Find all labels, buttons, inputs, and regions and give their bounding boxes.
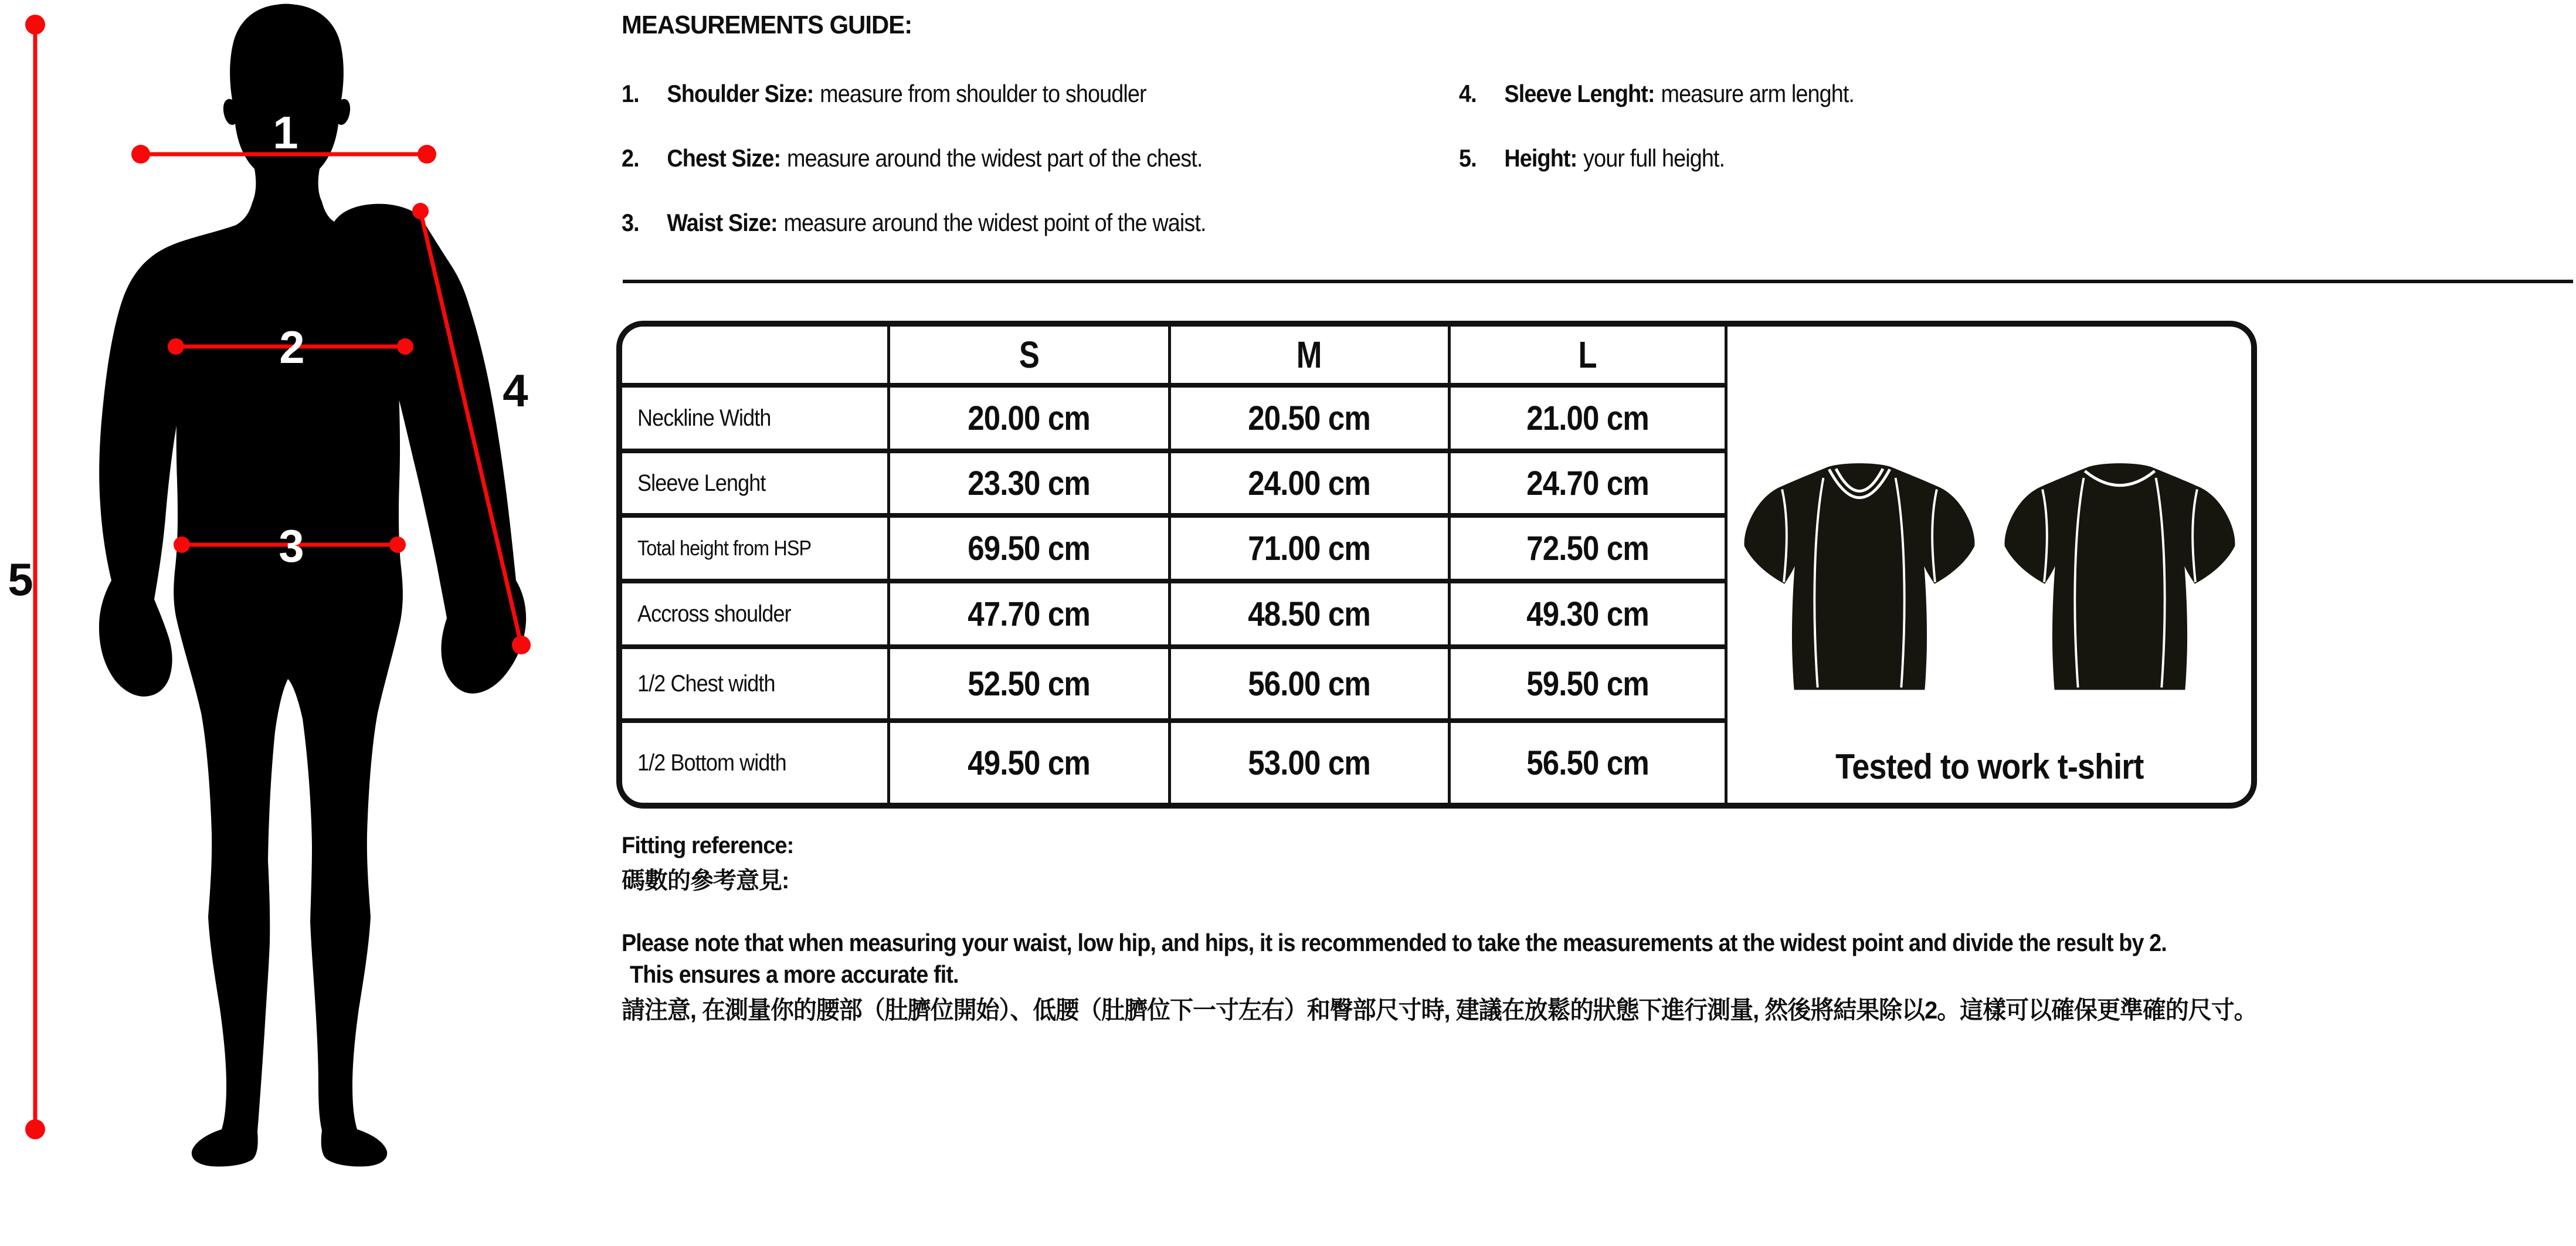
value-cell <box>1451 718 1727 803</box>
tshirt-panel-caption <box>1727 746 2251 787</box>
size-table <box>616 321 2257 809</box>
size-column-header-l <box>1451 327 1727 383</box>
value-cell <box>1451 513 1727 579</box>
value-text: 59.50 cm <box>1526 664 1649 703</box>
value-cell <box>1171 449 1451 513</box>
fitting-note-en-line1: Please note that when measuring your waist, low hip, and hips, it is recommended to take the measurements at the widest point and divide the result by 2. <box>622 929 2167 956</box>
value-text: 20.00 cm <box>968 399 1091 437</box>
size-header-label: M <box>1297 334 1322 376</box>
row-label-text: Neckline Width <box>637 405 771 431</box>
value-text: 23.30 cm <box>968 464 1091 503</box>
guide-item-number: 1. <box>622 80 639 107</box>
figure-marker-4: 4 <box>503 365 527 416</box>
value-cell <box>1171 513 1451 579</box>
guide-item-term: Height: <box>1504 144 1577 172</box>
size-column-header-s <box>890 327 1171 383</box>
row-label-neckline-width <box>622 383 890 449</box>
body-measurement-figure <box>0 0 622 1246</box>
value-text: 21.00 cm <box>1526 399 1649 437</box>
value-cell <box>890 383 1171 449</box>
row-label-half-chest-width <box>622 644 890 718</box>
fitting-note-zh: 請注意, 在測量你的腰部（肚臍位開始）、低腰（肚臍位下一寸左右）和臀部尺寸時, 建議在放鬆的狀態下進行測量, 然後將結果除以2。這樣可以確保更準確的尺寸。 <box>622 996 2257 1024</box>
value-cell <box>1171 644 1451 718</box>
row-label-text: Total height from HSP <box>637 536 812 560</box>
value-text: 53.00 cm <box>1248 743 1371 782</box>
value-text: 49.50 cm <box>968 743 1091 782</box>
guide-item-desc: your full height. <box>1583 144 1725 172</box>
figure-marker-5: 5 <box>8 554 32 605</box>
row-label-text: 1/2 Bottom width <box>637 749 786 776</box>
value-cell <box>1451 449 1727 513</box>
value-text: 48.50 cm <box>1248 595 1371 633</box>
value-cell <box>1451 579 1727 644</box>
guide-item-term: Chest Size: <box>667 144 781 172</box>
guide-item-number: 3. <box>622 209 639 236</box>
row-label-text: Sleeve Lenght <box>637 470 766 496</box>
row-label-text: Accross shoulder <box>637 600 791 627</box>
value-cell <box>890 513 1171 579</box>
fitting-reference-heading-zh: 碼數的參考意見: <box>622 868 789 894</box>
value-text: 52.50 cm <box>968 664 1091 703</box>
guide-item-5 <box>1459 144 1854 178</box>
row-label-accross-shoulder <box>622 579 890 644</box>
value-text: 56.50 cm <box>1526 743 1649 782</box>
value-cell <box>1451 644 1727 718</box>
value-cell <box>890 579 1171 644</box>
guide-item-term: Waist Size: <box>667 209 778 236</box>
size-header-label: L <box>1578 334 1597 376</box>
tshirt-panel <box>1727 327 2251 803</box>
value-text: 56.00 cm <box>1248 664 1371 703</box>
value-text: 24.00 cm <box>1248 464 1371 503</box>
guide-list-left <box>622 80 1271 273</box>
fitting-note-en-line2: This ensures a more accurate fit. <box>630 960 959 988</box>
value-cell <box>1451 383 1727 449</box>
guide-item-2 <box>622 144 1206 178</box>
person-silhouette <box>99 4 526 1167</box>
value-text: 69.50 cm <box>968 529 1091 568</box>
row-label-sleeve-lenght <box>622 449 890 513</box>
guide-item-4 <box>1459 80 1854 114</box>
row-label-total-height-hsp <box>622 513 890 579</box>
guide-item-number: 2. <box>622 144 639 172</box>
value-text: 49.30 cm <box>1526 595 1649 633</box>
guide-item-number: 4. <box>1459 80 1477 107</box>
guide-item-term: Shoulder Size: <box>667 80 814 107</box>
table-corner-cell <box>622 327 890 383</box>
value-text: 20.50 cm <box>1248 399 1371 437</box>
row-label-half-bottom-width <box>622 718 890 803</box>
tshirt-back-illustration <box>1997 457 2243 698</box>
guide-item-3 <box>622 209 1206 243</box>
guide-item-1 <box>622 80 1206 114</box>
value-text: 71.00 cm <box>1248 529 1371 568</box>
figure-marker-3: 3 <box>279 520 303 572</box>
size-header-label: S <box>1019 334 1040 376</box>
guide-item-desc: measure around the widest part of the chest. <box>787 144 1203 172</box>
figure-marker-2: 2 <box>279 321 304 373</box>
row-label-text: 1/2 Chest width <box>637 670 775 697</box>
value-text: 47.70 cm <box>968 595 1091 633</box>
value-cell <box>890 644 1171 718</box>
caption-text: Tested to work t-shirt <box>1835 747 2144 786</box>
fitting-reference-heading-en: Fitting reference: <box>622 833 794 858</box>
value-cell <box>1171 579 1451 644</box>
value-cell <box>1171 383 1451 449</box>
value-cell <box>890 718 1171 803</box>
guide-item-desc: measure arm lenght. <box>1661 80 1855 107</box>
value-text: 24.70 cm <box>1526 464 1649 503</box>
value-cell <box>890 449 1171 513</box>
guide-item-desc: measure around the widest point of the waist. <box>783 209 1206 236</box>
value-text: 72.50 cm <box>1526 529 1649 568</box>
value-cell <box>1171 718 1451 803</box>
guide-item-desc: measure from shoulder to shoudler <box>820 80 1146 107</box>
tshirt-front-illustration <box>1736 457 1983 698</box>
figure-marker-1: 1 <box>273 107 297 158</box>
section-divider <box>623 280 2573 283</box>
guide-item-term: Sleeve Lenght: <box>1504 80 1655 107</box>
guide-list-right <box>1459 80 1898 209</box>
tshirt-illustrations <box>1727 457 2251 698</box>
guide-title: MEASUREMENTS GUIDE: <box>622 11 912 39</box>
size-column-header-m <box>1171 327 1451 383</box>
guide-item-number: 5. <box>1459 144 1477 172</box>
